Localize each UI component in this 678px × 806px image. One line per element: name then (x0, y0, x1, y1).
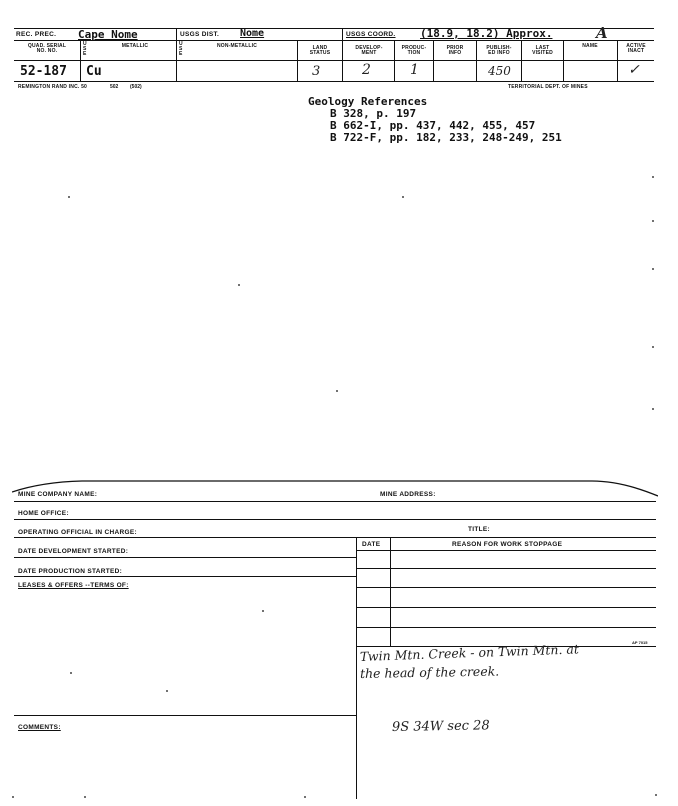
leases-label: LEASES & OFFERS --TERMS OF: (18, 582, 129, 589)
cell-quad-serial: 52-187 (20, 64, 67, 79)
tiny-ref: AP 7015 (632, 640, 648, 645)
speck (652, 408, 654, 410)
cell-published-info: 450 (488, 64, 511, 78)
col-name: NAME (582, 43, 598, 49)
speck (655, 794, 657, 796)
speck (652, 346, 654, 348)
speck (652, 268, 654, 270)
table-rule (356, 550, 656, 551)
date-dev-started-label: DATE DEVELOPMENT STARTED: (18, 548, 129, 555)
form-rule (14, 557, 356, 558)
speck (262, 610, 264, 612)
home-office-label: HOME OFFICE: (18, 510, 69, 517)
mine-address-label: MINE ADDRESS: (380, 491, 436, 498)
cell-active-mark: ✓ (628, 62, 640, 78)
printer-code-2: (502) (130, 84, 142, 90)
col-use-2: U S E (179, 41, 183, 57)
geology-ref: B 328, p. 197 (330, 107, 417, 120)
date-col-header: DATE (362, 541, 381, 548)
operating-official-label: OPERATING OFFICIAL IN CHARGE: (18, 529, 137, 536)
table-vline-left (356, 537, 357, 799)
col-published-info: PUBLISH- ED INFO (486, 45, 512, 56)
handwritten-location-2: the head of the creek. (359, 663, 500, 681)
mine-company-name-label: MINE COMPANY NAME: (18, 491, 98, 498)
reason-col-header: REASON FOR WORK STOPPAGE (452, 541, 563, 548)
col-metallic: METALLIC (121, 43, 149, 49)
col-non-metallic: NON-METALLIC (216, 43, 258, 49)
form-rule (14, 501, 656, 502)
table-vline-date (390, 537, 391, 647)
usgs-dist-label: USGS DIST. (180, 31, 220, 38)
speck (652, 220, 654, 222)
col-quad-serial: QUAD. SERIAL NO. NO. (27, 43, 67, 54)
table-rule (356, 607, 656, 608)
col-production: PRODUC- TION (401, 45, 427, 56)
col-development: DEVELOP- MENT (355, 45, 383, 56)
speck (652, 176, 654, 178)
date-prod-started-label: DATE PRODUCTION STARTED: (18, 568, 123, 575)
cell-metallic: Cu (86, 64, 102, 79)
form-rule (14, 537, 656, 538)
fold-line (12, 476, 658, 498)
speck (402, 196, 404, 198)
col-prior-info: PRIOR INFO (446, 45, 464, 56)
table-rule (356, 627, 656, 628)
speck (238, 284, 240, 286)
form-rule (14, 576, 356, 577)
usgs-dist-value: Nome (240, 28, 265, 39)
speck (166, 690, 168, 692)
comments-label: COMMENTS: (18, 724, 61, 731)
usgs-coord-label: USGS COORD. (346, 31, 396, 38)
speck (12, 796, 14, 798)
header-rule-3 (14, 60, 654, 61)
vsep (342, 28, 343, 81)
table-rule (356, 587, 656, 588)
title-label: TITLE: (468, 526, 491, 533)
handwritten-coords: 9S 34W sec 28 (391, 718, 490, 735)
cell-land-status: 3 (312, 64, 321, 79)
vsep (176, 28, 177, 81)
vsep (80, 40, 81, 81)
printer-line: REMINGTON RAND INC. 50 (18, 84, 88, 90)
handwritten-location-1: Twin Mtn. Creek - on Twin Mtn. at (359, 641, 580, 664)
table-rule (356, 568, 656, 569)
col-land-status: LAND STATUS (309, 45, 331, 56)
form-rule (14, 715, 356, 716)
col-active-inact: ACTIVE INACT (626, 43, 646, 54)
col-last-visited: LAST VISITED (532, 45, 553, 56)
geology-heading: Geology References (308, 95, 428, 108)
form-rule (14, 519, 656, 520)
speck (304, 796, 306, 798)
speck (84, 796, 86, 798)
dept-line: TERRITORIAL DEPT. OF MINES (508, 84, 588, 90)
geology-ref: B 662-I, pp. 437, 442, 455, 457 (330, 119, 536, 132)
cell-production: 1 (410, 62, 419, 78)
rec-prec-label: REC. PREC. (16, 31, 57, 38)
speck (68, 196, 70, 198)
cell-development: 2 (362, 62, 371, 78)
geology-ref: B 722-F, pp. 182, 233, 248-249, 251 (330, 131, 562, 144)
usgs-coord-value: (18.9, 18.2) Approx. (420, 27, 553, 40)
header-rule-4 (14, 81, 654, 82)
rec-prec-value: Cape Nome (78, 28, 138, 41)
speck (70, 672, 72, 674)
corner-mark: A (596, 24, 608, 42)
col-use-1: U S E (83, 41, 87, 57)
printer-code-1: 502 (110, 84, 119, 90)
speck (336, 390, 338, 392)
